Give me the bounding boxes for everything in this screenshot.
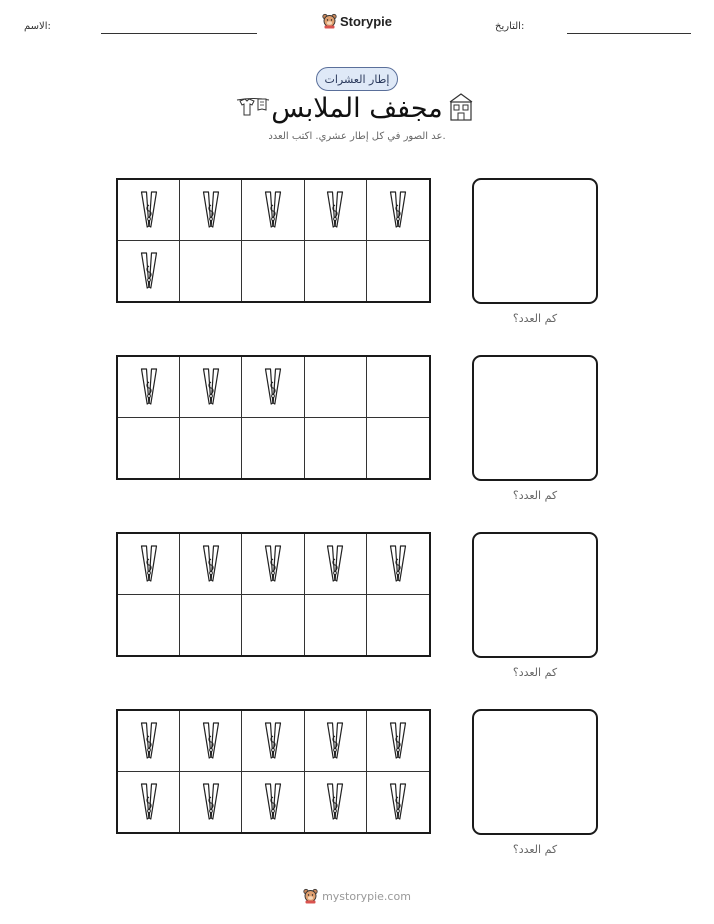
ten-frame-cell — [118, 357, 180, 418]
ten-frame-cell — [242, 772, 304, 833]
clothespin-icon — [140, 721, 158, 761]
answer-prompt: كم العدد؟ — [512, 312, 558, 325]
name-line[interactable] — [101, 33, 257, 34]
ten-frame-cell — [305, 711, 367, 772]
ten-frame-cell — [305, 595, 367, 656]
tag-pill: إطار العشرات — [316, 67, 398, 91]
ten-frame-cell — [367, 241, 429, 302]
clothespin-icon — [202, 190, 220, 230]
footer — [0, 888, 714, 904]
ten-frame-cell — [180, 241, 242, 302]
ten-frame-cell — [367, 534, 429, 595]
ten-frame-cell — [367, 357, 429, 418]
clothespin-icon — [140, 367, 158, 407]
ten-frame-cell — [305, 180, 367, 241]
ten-frame-cell — [242, 180, 304, 241]
clothespin-icon — [389, 190, 407, 230]
ten-frame-cell — [118, 534, 180, 595]
clothespin-icon — [326, 782, 344, 822]
ten-frame-cell — [242, 357, 304, 418]
clothespin-icon — [202, 782, 220, 822]
ten-frame-cell — [180, 595, 242, 656]
answer-box[interactable] — [472, 709, 598, 835]
ten-frame-cell — [367, 595, 429, 656]
clothespin-icon — [140, 190, 158, 230]
clothespin-icon — [264, 544, 282, 584]
name-label: الاسم: — [24, 21, 51, 32]
clothespin-icon — [326, 544, 344, 584]
ten-frame-cell — [367, 180, 429, 241]
clothespin-icon — [326, 721, 344, 761]
clothespin-icon — [202, 544, 220, 584]
ten-frame — [116, 532, 431, 657]
clothespin-icon — [202, 367, 220, 407]
ten-frame-cell — [242, 418, 304, 479]
ten-frame-cell — [180, 711, 242, 772]
page-title: مجفف الملابس — [271, 93, 443, 124]
ten-frame-cell — [367, 418, 429, 479]
clothespin-icon — [389, 544, 407, 584]
clothespin-icon — [326, 190, 344, 230]
instructions: عد الصور في كل إطار عشري. اكتب العدد. — [268, 131, 446, 142]
clothespin-icon — [264, 782, 282, 822]
ten-frame-cell — [118, 711, 180, 772]
date-label: التاريخ: — [495, 21, 525, 32]
clothespin-icon — [264, 721, 282, 761]
answer-box[interactable] — [472, 532, 598, 658]
clothespin-icon — [264, 367, 282, 407]
ten-frame — [116, 709, 431, 834]
ten-frame-cell — [118, 418, 180, 479]
answer-box[interactable] — [472, 355, 598, 481]
ten-frame-cell — [118, 772, 180, 833]
ten-frame-cell — [242, 241, 304, 302]
dryer-icon — [446, 92, 476, 122]
answer-prompt: كم العدد؟ — [512, 666, 558, 679]
ten-frame-cell — [118, 241, 180, 302]
ten-frame — [116, 355, 431, 480]
clothespin-icon — [264, 190, 282, 230]
ten-frame-cell — [180, 534, 242, 595]
ten-frame-cell — [180, 418, 242, 479]
ten-frame — [116, 178, 431, 303]
clothespin-icon — [202, 721, 220, 761]
clothespin-icon — [389, 782, 407, 822]
ten-frame-cell — [242, 595, 304, 656]
ten-frame-cell — [118, 180, 180, 241]
ten-frame-cell — [305, 534, 367, 595]
answer-box[interactable] — [472, 178, 598, 304]
ten-frame-cell — [305, 772, 367, 833]
ten-frame-cell — [180, 180, 242, 241]
answer-prompt: كم العدد؟ — [512, 843, 558, 856]
clothespin-icon — [389, 721, 407, 761]
ten-frame-cell — [305, 241, 367, 302]
storypie-bear-icon — [322, 13, 337, 29]
date-line[interactable] — [567, 33, 691, 34]
ten-frame-cell — [180, 357, 242, 418]
ten-frame-cell — [242, 534, 304, 595]
footer-url: mystorypie.com — [322, 889, 411, 903]
ten-frame-cell — [305, 418, 367, 479]
brand-name: Storypie — [339, 13, 392, 29]
answer-prompt: كم العدد؟ — [512, 489, 558, 502]
clothespin-icon — [140, 782, 158, 822]
clothespin-icon — [140, 544, 158, 584]
ten-frame-cell — [367, 711, 429, 772]
ten-frame-cell — [367, 772, 429, 833]
brand-logo — [0, 13, 714, 29]
clothespin-icon — [140, 251, 158, 291]
storypie-bear-icon — [303, 888, 318, 904]
ten-frame-cell — [242, 711, 304, 772]
ten-frame-cell — [180, 772, 242, 833]
ten-frame-cell — [118, 595, 180, 656]
ten-frame-cell — [305, 357, 367, 418]
